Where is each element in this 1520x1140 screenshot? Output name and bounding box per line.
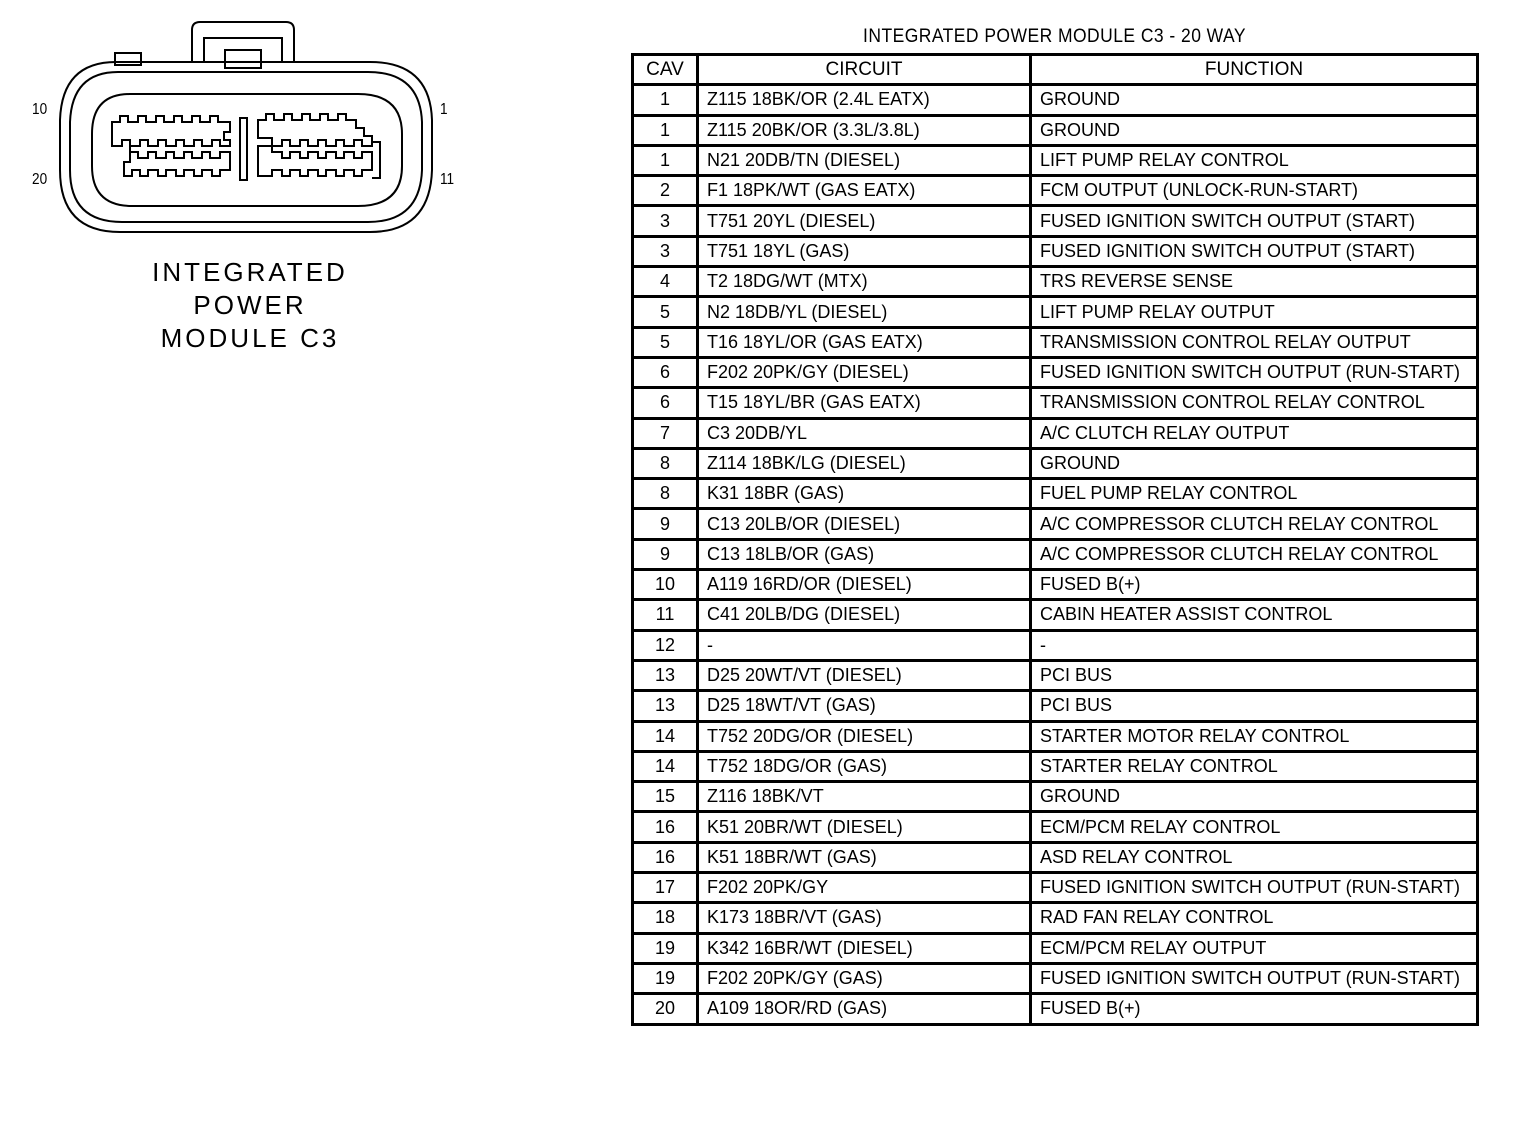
table-row [633, 721, 1478, 751]
function-cell: FCM OUTPUT (UNLOCK-RUN-START) [1031, 176, 1478, 206]
function-cell: FUSED IGNITION SWITCH OUTPUT (RUN-START) [1031, 873, 1478, 903]
table-row [633, 509, 1478, 539]
table-row [633, 297, 1478, 327]
function-cell: GROUND [1031, 448, 1478, 478]
circuit-cell: T751 18YL (GAS) [698, 236, 1031, 266]
circuit-cell: K31 18BR (GAS) [698, 479, 1031, 509]
table-row [633, 994, 1478, 1024]
circuit-cell: Z115 18BK/OR (2.4L EATX) [698, 85, 1031, 115]
circuit-cell: T752 18DG/OR (GAS) [698, 751, 1031, 781]
cav-cell: 16 [633, 812, 698, 842]
function-cell: GROUND [1031, 85, 1478, 115]
table-row [633, 115, 1478, 145]
table-header-row [633, 55, 1478, 85]
pin-label-1: 1 [440, 101, 448, 118]
circuit-cell: F1 18PK/WT (GAS EATX) [698, 176, 1031, 206]
cav-cell: 8 [633, 479, 698, 509]
header-circuit: CIRCUIT [698, 55, 1031, 85]
table-row [633, 933, 1478, 963]
table-row [633, 903, 1478, 933]
table-row [633, 812, 1478, 842]
function-cell: RAD FAN RELAY CONTROL [1031, 903, 1478, 933]
cav-cell: 1 [633, 115, 698, 145]
connector-caption-line: POWER [193, 290, 307, 320]
connector-latch [192, 22, 294, 62]
cav-cell: 7 [633, 418, 698, 448]
pin-label-20: 20 [32, 171, 48, 188]
function-cell: TRANSMISSION CONTROL RELAY OUTPUT [1031, 327, 1478, 357]
cav-cell: 19 [633, 963, 698, 993]
pin-label-10: 10 [32, 101, 48, 118]
function-cell: PCI BUS [1031, 691, 1478, 721]
cav-cell: 14 [633, 751, 698, 781]
cav-cell: 10 [633, 570, 698, 600]
function-cell: FUSED IGNITION SWITCH OUTPUT (RUN-START) [1031, 357, 1478, 387]
cav-cell: 17 [633, 873, 698, 903]
table-row [633, 479, 1478, 509]
cav-cell: 1 [633, 145, 698, 175]
circuit-cell: T16 18YL/OR (GAS EATX) [698, 327, 1031, 357]
circuit-cell: T2 18DG/WT (MTX) [698, 267, 1031, 297]
circuit-cell: F202 20PK/GY (DIESEL) [698, 357, 1031, 387]
table-row [633, 206, 1478, 236]
table-row [633, 236, 1478, 266]
pin-label-11: 11 [440, 171, 455, 188]
cav-cell: 19 [633, 933, 698, 963]
table-row [633, 691, 1478, 721]
cav-cell: 3 [633, 206, 698, 236]
cav-cell: 8 [633, 448, 698, 478]
circuit-cell: T752 20DG/OR (DIESEL) [698, 721, 1031, 751]
circuit-cell: C41 20LB/DG (DIESEL) [698, 600, 1031, 630]
cav-cell: 3 [633, 236, 698, 266]
table-row [633, 388, 1478, 418]
cav-cell: 5 [633, 297, 698, 327]
cav-cell: 13 [633, 691, 698, 721]
function-cell: LIFT PUMP RELAY OUTPUT [1031, 297, 1478, 327]
table-row [633, 842, 1478, 872]
table-row [633, 751, 1478, 781]
circuit-cell: N2 18DB/YL (DIESEL) [698, 297, 1031, 327]
function-cell: A/C COMPRESSOR CLUTCH RELAY CONTROL [1031, 509, 1478, 539]
function-cell: GROUND [1031, 782, 1478, 812]
circuit-cell: K173 18BR/VT (GAS) [698, 903, 1031, 933]
cav-cell: 4 [633, 267, 698, 297]
table-row [633, 873, 1478, 903]
cav-cell: 6 [633, 388, 698, 418]
table-row [633, 85, 1478, 115]
cav-cell: 16 [633, 842, 698, 872]
table-row [633, 600, 1478, 630]
cav-cell: 6 [633, 357, 698, 387]
function-cell: FUSED IGNITION SWITCH OUTPUT (START) [1031, 206, 1478, 236]
function-cell: STARTER RELAY CONTROL [1031, 751, 1478, 781]
cav-cell: 9 [633, 509, 698, 539]
function-cell: TRANSMISSION CONTROL RELAY CONTROL [1031, 388, 1478, 418]
cav-cell: 18 [633, 903, 698, 933]
connector-key-slot [240, 118, 247, 180]
circuit-cell: D25 18WT/VT (GAS) [698, 691, 1031, 721]
cav-cell: 15 [633, 782, 698, 812]
circuit-cell: F202 20PK/GY (GAS) [698, 963, 1031, 993]
table-row [633, 267, 1478, 297]
circuit-cell: Z116 18BK/VT [698, 782, 1031, 812]
connector-face-drawing [20, 10, 450, 250]
header-function: FUNCTION [1031, 55, 1478, 85]
circuit-cell: K342 16BR/WT (DIESEL) [698, 933, 1031, 963]
function-cell: CABIN HEATER ASSIST CONTROL [1031, 600, 1478, 630]
function-cell: LIFT PUMP RELAY CONTROL [1031, 145, 1478, 175]
function-cell: ASD RELAY CONTROL [1031, 842, 1478, 872]
table-row [633, 963, 1478, 993]
connector-caption-line: INTEGRATED [152, 257, 348, 287]
table-row [633, 145, 1478, 175]
connector-caption-line: MODULE C3 [160, 323, 340, 353]
function-cell: STARTER MOTOR RELAY CONTROL [1031, 721, 1478, 751]
function-cell: TRS REVERSE SENSE [1031, 267, 1478, 297]
connector-caption [100, 256, 400, 355]
function-cell: - [1031, 630, 1478, 660]
table-row [633, 782, 1478, 812]
function-cell: GROUND [1031, 115, 1478, 145]
table-row [633, 570, 1478, 600]
table-row [633, 630, 1478, 660]
connector-pin-block-left [112, 116, 230, 146]
circuit-cell: Z115 20BK/OR (3.3L/3.8L) [698, 115, 1031, 145]
circuit-cell: Z114 18BK/LG (DIESEL) [698, 448, 1031, 478]
cav-cell: 13 [633, 660, 698, 690]
table-row [633, 176, 1478, 206]
circuit-cell: C13 20LB/OR (DIESEL) [698, 509, 1031, 539]
connector-pin-block-right [258, 114, 372, 146]
cav-cell: 2 [633, 176, 698, 206]
circuit-cell: F202 20PK/GY [698, 873, 1031, 903]
function-cell: ECM/PCM RELAY OUTPUT [1031, 933, 1478, 963]
circuit-cell: K51 20BR/WT (DIESEL) [698, 812, 1031, 842]
header-cav: CAV [633, 55, 698, 85]
cav-cell: 11 [633, 600, 698, 630]
table-row [633, 357, 1478, 387]
function-cell: FUEL PUMP RELAY CONTROL [1031, 479, 1478, 509]
circuit-cell: T15 18YL/BR (GAS EATX) [698, 388, 1031, 418]
table-row [633, 327, 1478, 357]
circuit-cell: C3 20DB/YL [698, 418, 1031, 448]
function-cell: FUSED B(+) [1031, 570, 1478, 600]
function-cell: FUSED IGNITION SWITCH OUTPUT (RUN-START) [1031, 963, 1478, 993]
table-row [633, 539, 1478, 569]
circuit-cell: D25 20WT/VT (DIESEL) [698, 660, 1031, 690]
circuit-cell: K51 18BR/WT (GAS) [698, 842, 1031, 872]
pinout-table [631, 53, 1479, 1026]
cav-cell: 5 [633, 327, 698, 357]
cav-cell: 12 [633, 630, 698, 660]
circuit-cell: C13 18LB/OR (GAS) [698, 539, 1031, 569]
function-cell: A/C COMPRESSOR CLUTCH RELAY CONTROL [1031, 539, 1478, 569]
function-cell: FUSED IGNITION SWITCH OUTPUT (START) [1031, 236, 1478, 266]
circuit-cell: A109 18OR/RD (GAS) [698, 994, 1031, 1024]
table-row [633, 418, 1478, 448]
table-title: INTEGRATED POWER MODULE C3 - 20 WAY [863, 26, 1246, 47]
circuit-cell: - [698, 630, 1031, 660]
circuit-cell: T751 20YL (DIESEL) [698, 206, 1031, 236]
cav-cell: 20 [633, 994, 698, 1024]
table-row [633, 660, 1478, 690]
circuit-cell: N21 20DB/TN (DIESEL) [698, 145, 1031, 175]
pinout-table-body [633, 85, 1478, 1024]
function-cell: FUSED B(+) [1031, 994, 1478, 1024]
table-row [633, 448, 1478, 478]
function-cell: A/C CLUTCH RELAY OUTPUT [1031, 418, 1478, 448]
cav-cell: 9 [633, 539, 698, 569]
function-cell: PCI BUS [1031, 660, 1478, 690]
circuit-cell: A119 16RD/OR (DIESEL) [698, 570, 1031, 600]
cav-cell: 14 [633, 721, 698, 751]
cav-cell: 1 [633, 85, 698, 115]
function-cell: ECM/PCM RELAY CONTROL [1031, 812, 1478, 842]
